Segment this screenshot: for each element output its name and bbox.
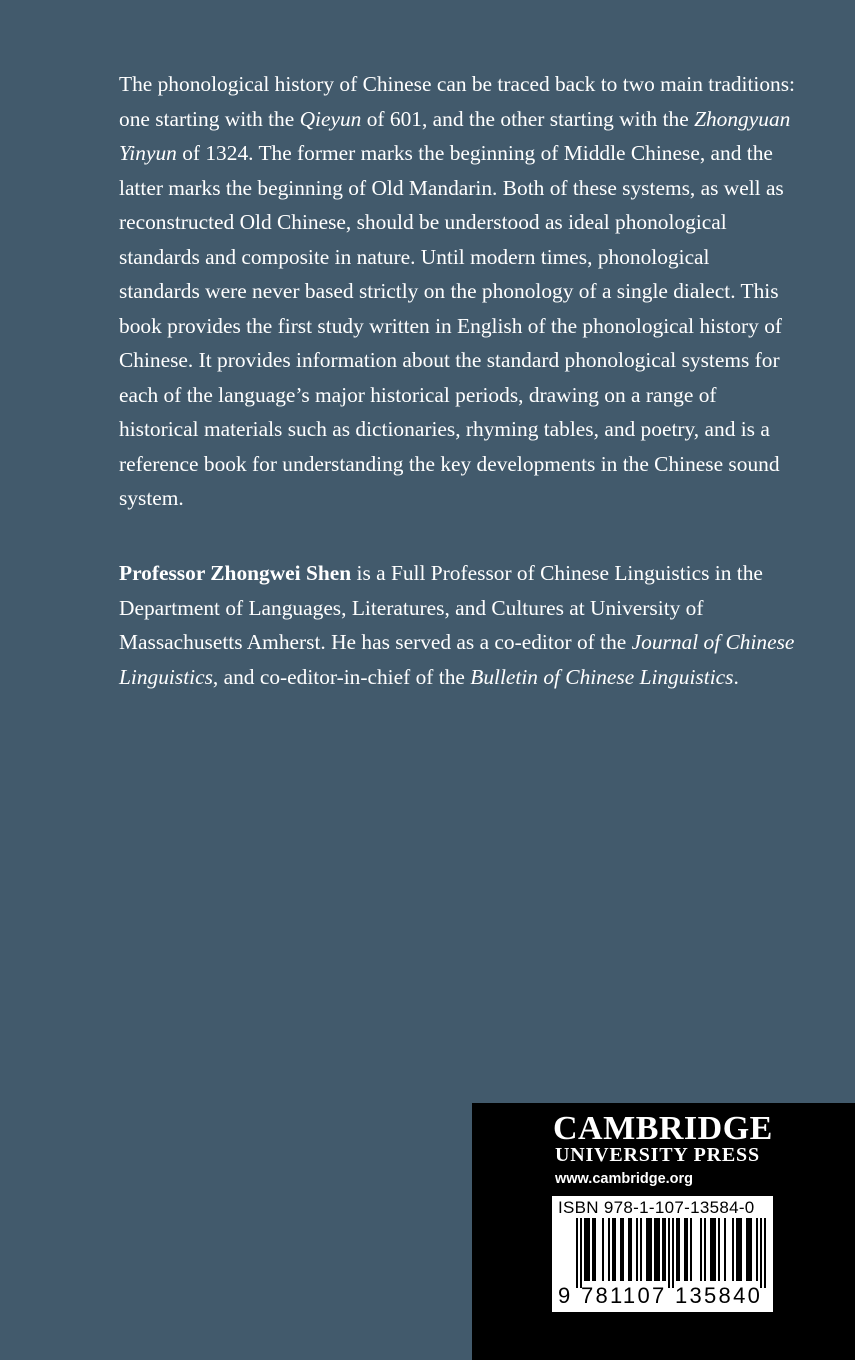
barcode-bar: [592, 1218, 594, 1281]
barcode-bar: [736, 1218, 738, 1281]
barcode-bar: [690, 1218, 692, 1281]
barcode-bar: [612, 1218, 614, 1281]
barcode-bar: [712, 1218, 714, 1281]
blurb-text-1: The phonological history of Chinese can be traced back to two main traditions: one starting with the: [119, 72, 795, 131]
barcode-bar: [748, 1218, 750, 1281]
barcode-bar: [646, 1218, 648, 1281]
blurb-title-qieyun: Qieyun: [299, 106, 362, 131]
journal-title: Journal of Chinese Linguistics: [119, 630, 795, 689]
publisher-panel: [472, 1103, 855, 1360]
barcode-bar: [630, 1218, 632, 1281]
barcode-bar: [764, 1218, 766, 1288]
barcode-bar: [672, 1218, 674, 1288]
barcode-bar: [620, 1218, 622, 1281]
barcode-bar: [678, 1218, 680, 1281]
barcode-bar: [740, 1218, 742, 1281]
barcode-bar: [746, 1218, 748, 1281]
barcode-bar: [760, 1218, 762, 1288]
blurb-title-zhongyuan-yinyun: Zhongyuan Yinyun: [119, 106, 791, 165]
barcode-bar: [622, 1218, 624, 1281]
barcode-bar: [704, 1218, 706, 1281]
barcode-bar: [586, 1218, 588, 1281]
blurb-text-3: of 1324. The former marks the beginning of Middle Chinese, and the latter marks the beginning of Old Mandarin. Both of these systems, as well as reconstructed Old Chinese, should be understood as ideal phonological standards and composite in nature. Until modern times, phonological standards were never based strictly on the phonology of a single dialect. This book provides the first study written in English of the phonological history of Chinese. It provides information about the standard phonological systems for each of the language’s major historical periods, drawing on a range of historical materials such as dictionaries, rhyming tables, and poetry, and is a reference book for understanding the key developments in the Chinese sound system.: [119, 141, 784, 510]
barcode-bar: [710, 1218, 712, 1281]
barcode-bar: [580, 1218, 582, 1288]
barcode-bar: [648, 1218, 650, 1281]
barcode-bar: [608, 1218, 610, 1281]
description-paragraph: [119, 67, 795, 516]
bio-text-2: , and co-editor-in-chief of the: [212, 664, 471, 689]
barcode-bar: [676, 1218, 678, 1281]
barcode-bar: [576, 1218, 578, 1288]
barcode-bar: [714, 1218, 716, 1281]
barcode-bar: [668, 1218, 670, 1288]
publisher-logo-subtitle: UNIVERSITY PRESS: [555, 1144, 760, 1166]
barcode-bar: [756, 1218, 758, 1281]
barcode-bar: [684, 1218, 686, 1281]
bio-text-3: .: [733, 664, 739, 689]
barcode-bar: [594, 1218, 596, 1281]
barcode-bar: [724, 1218, 726, 1281]
barcode-bar: [664, 1218, 666, 1281]
barcode-bar: [700, 1218, 702, 1281]
barcode-bar: [662, 1218, 664, 1281]
barcode-bar: [640, 1218, 642, 1281]
barcode-bar: [738, 1218, 740, 1281]
bulletin-title: Bulletin of Chinese Linguistics: [470, 664, 734, 689]
author-name: Professor Zhongwei Shen: [119, 561, 352, 585]
barcode-bar: [658, 1218, 660, 1281]
barcode-bar: [602, 1218, 604, 1281]
ean-digits: 9 781107 135840 >: [558, 1283, 763, 1334]
barcode-bar: [628, 1218, 630, 1281]
isbn-barcode: [552, 1196, 773, 1334]
barcode-bar: [750, 1218, 752, 1281]
barcode-bar: [650, 1218, 652, 1281]
author-bio-paragraph: [119, 556, 795, 694]
barcode-bar: [656, 1218, 658, 1281]
barcode-bar: [718, 1218, 720, 1281]
barcode-bars: [552, 1218, 773, 1288]
barcode-bar: [636, 1218, 638, 1281]
publisher-website: www.cambridge.org: [555, 1171, 694, 1187]
bio-text-1: is a Full Professor of Chinese Linguistics in the Department of Languages, Literatures, and Cultures at University of Massachusetts Amherst. He has served as a co-editor of the: [119, 561, 763, 654]
barcode-bar: [614, 1218, 616, 1281]
barcode-bar: [686, 1218, 688, 1281]
barcode-bar: [584, 1218, 586, 1281]
publisher-logo-name: CAMBRIDGE: [553, 1110, 773, 1147]
barcode-bar: [654, 1218, 656, 1281]
isbn-label: ISBN 978-1-107-13584-0: [558, 1198, 755, 1217]
blurb-text-2: of 601, and the other starting with the: [361, 106, 695, 131]
barcode-bar: [732, 1218, 734, 1281]
barcode-bar: [588, 1218, 590, 1281]
